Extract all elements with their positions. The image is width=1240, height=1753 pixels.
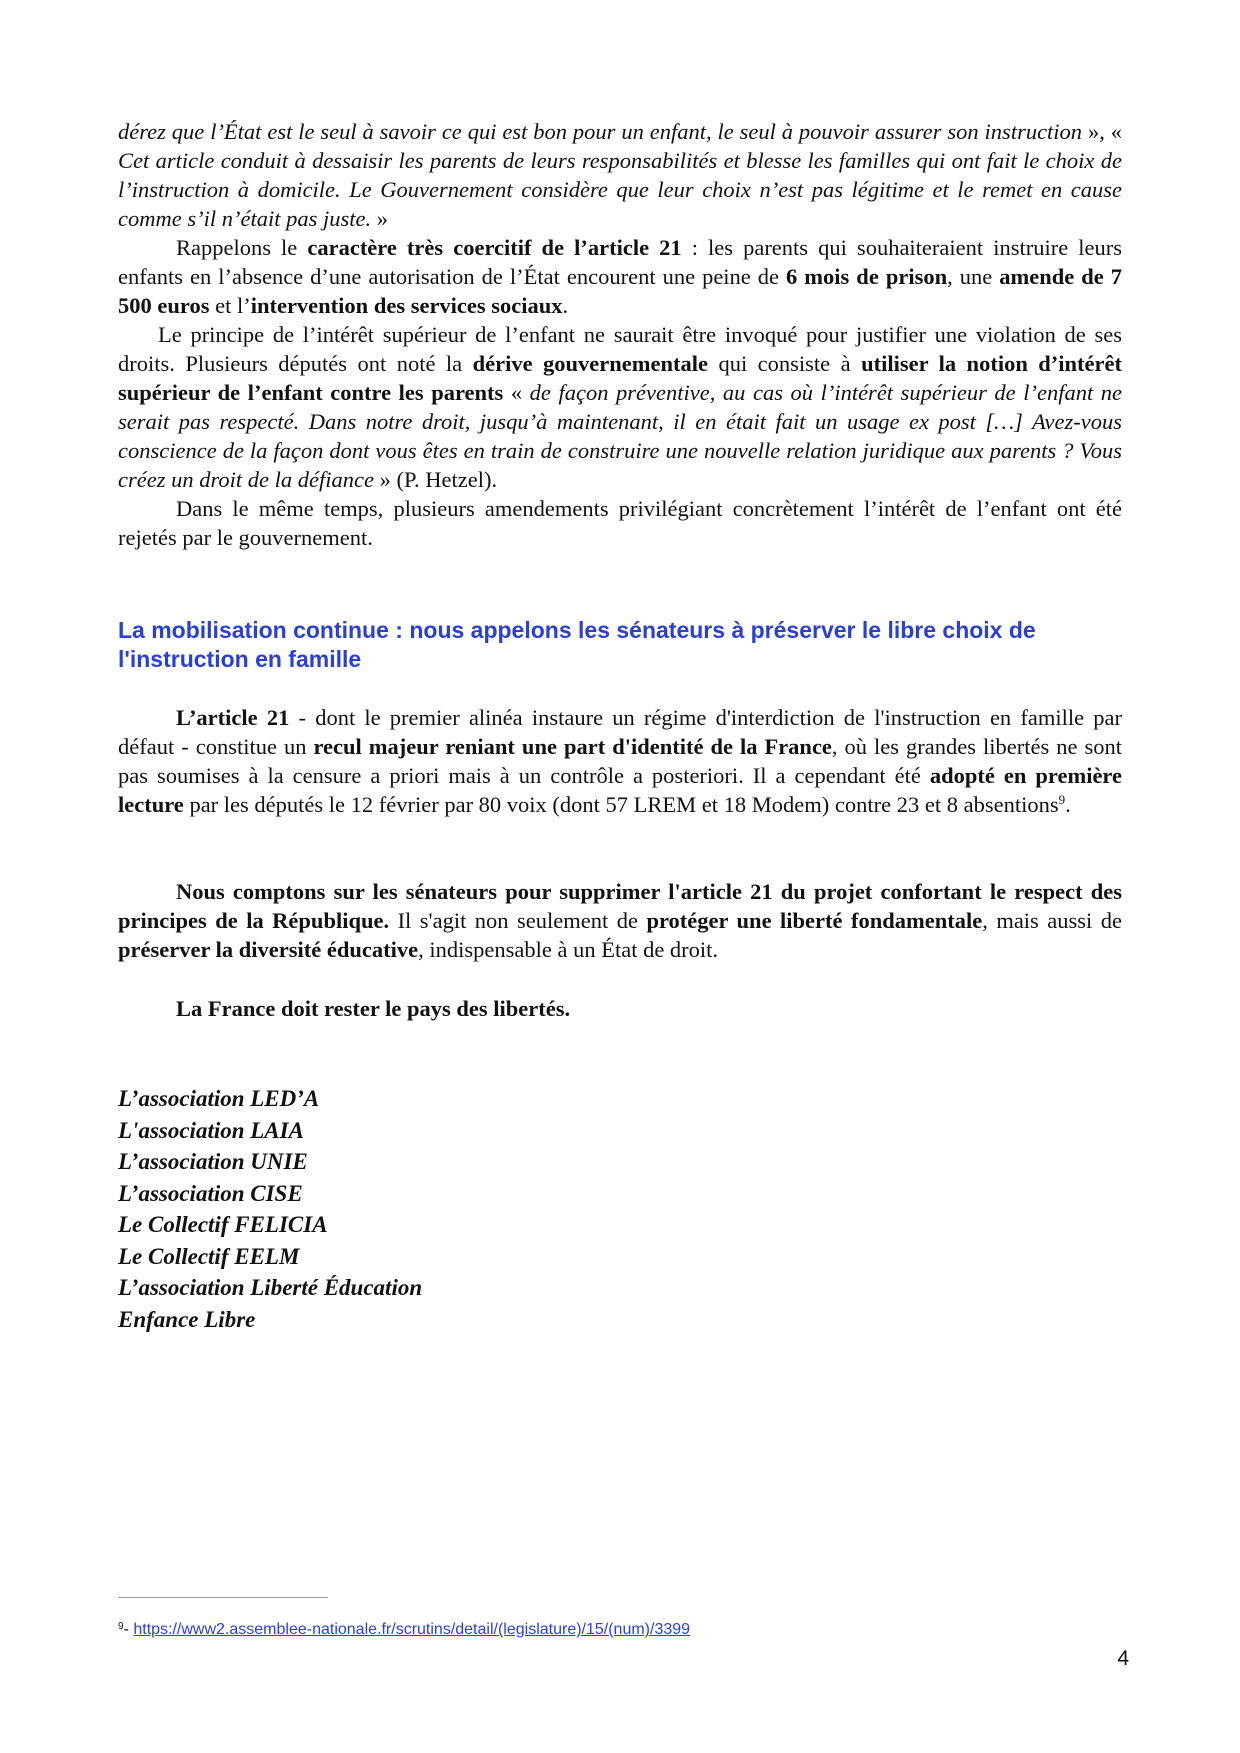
signatory: L'association LAIA <box>118 1117 304 1143</box>
senators-paragraph: Nous comptons sur les sénateurs pour supprimer l'article 21 du projet confortant le respect des principes de la République. Il s'agit non seulement de protéger une liberté fondamentale, mais aussi de préserver la diversité éducative, indispensable à un État de droit. <box>118 879 1122 962</box>
page-number: 4 <box>1117 1647 1129 1670</box>
quote-part-1: dérez que l’État est le seul à savoir ce qui est bon pour un enfant, le seul à pouvoir assurer son instruction <box>118 119 1083 144</box>
footnote: $^9$- https://www2.assemblee-nationale.fr/scrutins/detail/(legislature)/15/(num)/3399 <box>118 1621 691 1638</box>
footnote-reference[interactable]: 9 <box>1058 792 1066 807</box>
signatory: L’association LED’A <box>118 1086 320 1111</box>
signatory: Enfance Libre <box>118 1306 256 1332</box>
interest-paragraph: Le principe de l’intérêt supérieur de l’enfant ne saurait être invoqué pour justifier une violation de ses droits. Plusieurs députés ont noté la dérive gouvernementale qui consiste à utiliser la notion d’intérêt supérieur de l’enfant contre les parents « de façon préventive, au cas où l’intérêt supérieur de l’enfant ne serait pas respecté. Dans notre droit, jusqu’à maintenant, il en était fait un usage ex post […] Avez-vous conscience de la façon dont vous êtes en train de construire une nouvelle relation juridique aux parents ? Vous créez un droit de la défiance » (P. Hetzel). <box>118 322 1123 492</box>
signatory: L’association Liberté Éducation <box>118 1275 423 1300</box>
coercive-paragraph: Rappelons le caractère très coercitif de l’article 21 : les parents qui souhaiteraient instruire leurs enfants en l’absence d’une autorisation de l’État encourent une peine de 6 mois de prison, une amende de 7 500 euros et l’intervention des services sociaux. <box>118 235 1122 318</box>
signatory: Le Collectif FELICIA <box>118 1212 328 1237</box>
rejected-paragraph: Dans le même temps, plusieurs amendements privilégiant concrètement l’intérêt de l’enfant ont été rejetés par le gouvernement. <box>118 496 1122 550</box>
article21-paragraph: L’article 21 - dont le premier alinéa instaure un régime d'interdiction de l'instruction en famille par défaut - constitue un recul majeur reniant une part d'identité de la France, où les grandes libertés ne sont pas soumises à la censure a priori mais à un contrôle a posteriori. Il a cependant été adopté en première lecture par les députés le 12 février par 80 voix (dont 57 LREM et 18 Modem) contre 23 et 8 absentions$^9$. <box>118 705 1123 817</box>
footnote-divider <box>118 1597 328 1598</box>
closing-line: La France doit rester le pays des libertés. <box>176 996 571 1021</box>
section-heading: La mobilisation continue : nous appelons les sénateurs à préserver le libre choix de l'instruction en famille <box>118 617 1036 672</box>
signatory: Le Collectif EELM <box>118 1243 300 1269</box>
quote-paragraph: dérez que l’État est le seul à savoir ce qui est bon pour un enfant, le seul à pouvoir assurer son instruction », « Cet article conduit à dessaisir les parents de leurs responsabilités et blesse les familles qui ont fait le choix de l’instruction à domicile. Le Gouvernement considère que leur choix n’est pas légitime et le remet en cause comme s’il n’était pas juste. » <box>118 119 1122 231</box>
signatories-list <box>118 1083 422 1335</box>
footnote-link[interactable]: https://www2.assemblee-nationale.fr/scrutins/detail/(legislature)/15/(num)/3399 <box>133 1621 691 1638</box>
signatory: L’association UNIE <box>118 1149 308 1174</box>
quote-part-2: Cet article conduit à dessaisir les parents de leurs responsabilités et blesse les familles qui ont fait le choix de l’instruction à domicile. Le Gouvernement considère que leur choix n’est pas légitime et le remet en cause comme s’il n’était pas juste. <box>118 148 1122 231</box>
footnote-number: 9 <box>118 1621 124 1632</box>
signatory: L’association CISE <box>118 1180 303 1206</box>
